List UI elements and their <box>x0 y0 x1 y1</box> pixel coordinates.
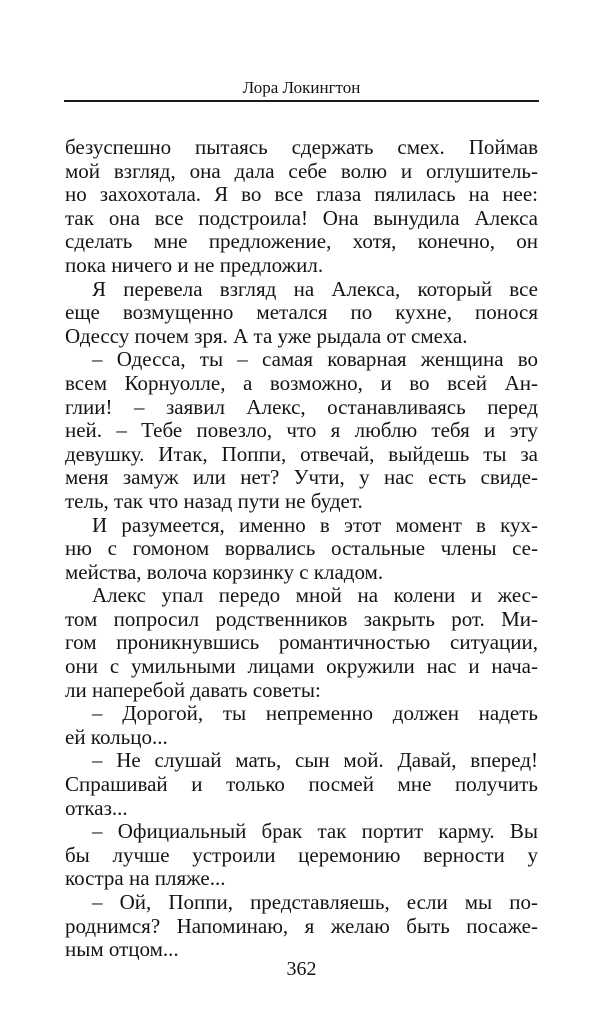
body-text <box>65 136 538 962</box>
text-line: безуспешно пытаясь сдержать смех. Поймав <box>65 135 538 159</box>
paragraph <box>65 584 538 702</box>
text-line: гом проникнувшись романтичностью ситуации, <box>65 630 538 655</box>
text-line: мой взгляд, она дала себе волю и оглушитель- <box>65 158 538 183</box>
text-line: они с умильными лицами окружили нас и нача- <box>65 654 538 679</box>
text-line: всем Корнуолле, а возможно, и во всей Ан- <box>65 370 538 395</box>
text-line: так она все подстроила! Она вынудила Алекса <box>65 205 538 230</box>
text-line: пока ничего и не предложил. <box>65 252 324 277</box>
text-line: И разумеется, именно в этот момент в кух- <box>92 512 538 537</box>
text-line: Алекс упал передо мной на колени и жес- <box>92 583 538 608</box>
text-line: – Ой, Поппи, представляешь, если мы по- <box>92 890 538 914</box>
running-head: Лора Локингтон <box>242 78 361 97</box>
text-line: тель, так что назад пути не будет. <box>65 488 363 513</box>
text-line: еще возмущенно метался по кухне, понося <box>65 300 538 325</box>
text-line: том попросил родственников закрыть рот. Ми- <box>65 606 538 631</box>
text-line: ным отцом... <box>65 937 179 962</box>
text-line: – Одесса, ты – самая коварная женщина во <box>92 347 538 372</box>
text-line: Одессу почем зря. А та уже рыдала от смеха. <box>65 323 468 348</box>
paragraph <box>65 749 538 820</box>
paragraph <box>65 136 538 278</box>
text-line: Спрашивай и только посмей мне получить <box>65 772 538 797</box>
text-line: отказ... <box>65 795 128 820</box>
text-line: ей кольцо... <box>65 724 168 749</box>
text-line: сделать мне предложение, хотя, конечно, он <box>65 229 538 254</box>
paragraph <box>65 891 538 962</box>
text-line: мейства, волоча корзинку с кладом. <box>65 559 384 584</box>
text-line: ли наперебой давать советы: <box>65 677 321 702</box>
text-line: – Официальный брак так портит карму. Вы <box>92 819 538 844</box>
paragraph <box>65 514 538 585</box>
text-line: костра на пляже... <box>65 866 226 891</box>
paragraph <box>65 278 538 349</box>
page-number: 362 <box>286 958 317 980</box>
text-line: бы лучше устроили церемонию верности у <box>65 842 538 867</box>
paragraph <box>65 702 538 749</box>
text-line: меня замуж или нет? Учти, у нас есть свиде- <box>65 465 538 490</box>
text-line: девушку. Итак, Поппи, отвечай, выйдешь ты за <box>65 441 538 466</box>
text-line: ню с гомоном ворвались остальные члены се- <box>65 536 538 561</box>
text-line: Я перевела взгляд на Алекса, который все <box>92 276 538 301</box>
text-line: роднимся? Напоминаю, я желаю быть посаже- <box>65 913 538 938</box>
text-line: – Дорогой, ты непременно должен надеть <box>92 701 538 726</box>
text-line: – Не слушай мать, сын мой. Давай, вперед! <box>92 748 538 773</box>
text-line: глии! – заявил Алекс, останавливаясь перед <box>65 394 538 419</box>
header-rule <box>64 100 539 102</box>
paragraph <box>65 348 538 513</box>
paragraph <box>65 820 538 891</box>
text-line: но захохотала. Я во все глаза пялилась на нее: <box>65 182 538 207</box>
text-line: ней. – Тебе повезло, что я люблю тебя и эту <box>65 418 538 443</box>
